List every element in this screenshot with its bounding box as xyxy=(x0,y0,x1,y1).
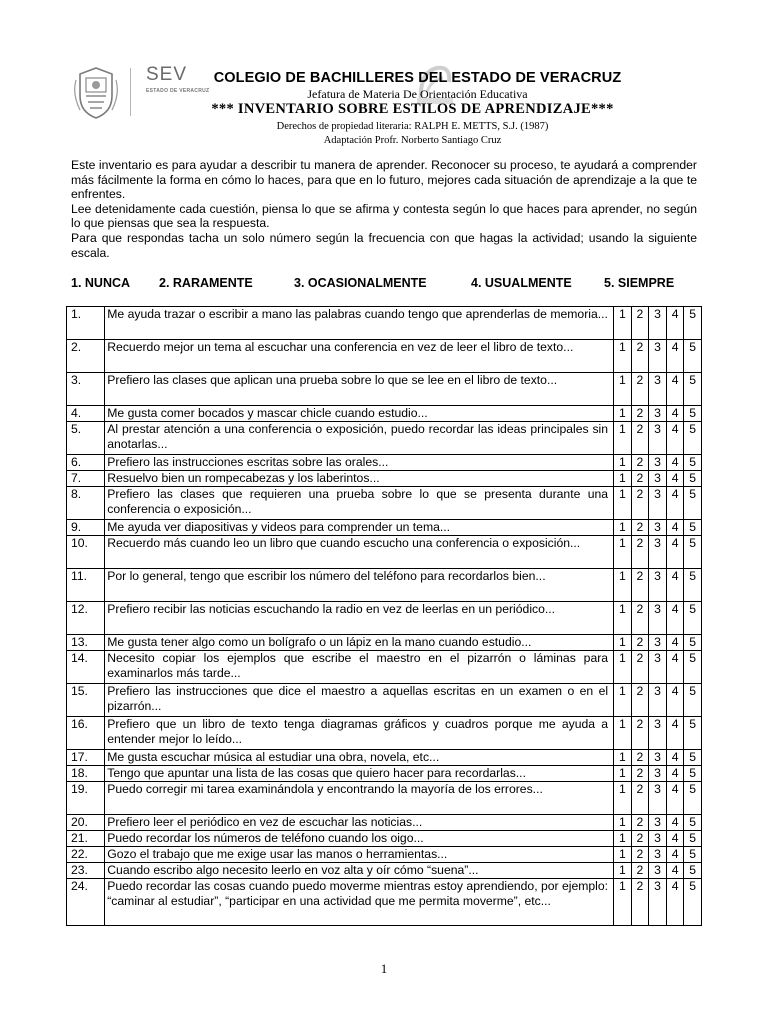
answer-option-4[interactable]: 4 xyxy=(666,684,684,717)
answer-option-1[interactable]: 1 xyxy=(614,717,632,750)
answer-option-1[interactable]: 1 xyxy=(614,815,632,831)
answer-option-4[interactable]: 4 xyxy=(666,602,684,635)
page-number: 1 xyxy=(380,961,388,976)
answer-option-1[interactable]: 1 xyxy=(614,520,632,536)
answer-option-1[interactable]: 1 xyxy=(614,750,632,766)
question-row xyxy=(67,782,702,815)
answer-option-5[interactable]: 5 xyxy=(684,635,702,651)
answer-option-5[interactable]: 5 xyxy=(684,831,702,847)
scale-item-usualmente: 4. USUALMENTE xyxy=(471,276,572,290)
answer-option-3[interactable]: 3 xyxy=(649,815,667,831)
answer-option-3[interactable]: 3 xyxy=(649,879,667,926)
answer-option-4[interactable]: 4 xyxy=(666,766,684,782)
question-row xyxy=(67,815,702,831)
answer-option-3[interactable]: 3 xyxy=(649,487,667,520)
answer-option-2[interactable]: 2 xyxy=(631,863,649,879)
question-text: Me gusta tener algo como un bolígrafo o un lápiz en la mano cuando estudio... xyxy=(105,635,614,651)
answer-option-1[interactable]: 1 xyxy=(614,406,632,422)
answer-option-2[interactable]: 2 xyxy=(631,782,649,815)
answer-option-3[interactable]: 3 xyxy=(649,766,667,782)
scale-item-raramente: 2. RARAMENTE xyxy=(159,276,253,290)
answer-option-2[interactable]: 2 xyxy=(631,307,649,340)
answer-option-4[interactable]: 4 xyxy=(666,651,684,684)
answer-option-1[interactable]: 1 xyxy=(614,536,632,569)
question-row xyxy=(67,847,702,863)
sev-logo-subtext: ESTADO DE VERACRUZ xyxy=(146,88,210,94)
question-number: 5. xyxy=(67,422,105,455)
answer-option-2[interactable]: 2 xyxy=(631,569,649,602)
answer-option-1[interactable]: 1 xyxy=(614,879,632,926)
answer-option-3[interactable]: 3 xyxy=(649,536,667,569)
question-row xyxy=(67,307,702,340)
questionnaire-table xyxy=(66,306,702,926)
answer-option-3[interactable]: 3 xyxy=(649,471,667,487)
answer-option-1[interactable]: 1 xyxy=(614,422,632,455)
question-text: Puedo recordar las cosas cuando puedo moverme mientras estoy aprendiendo, por ejemplo: “caminar al estudiar”, “participar en una actividad que me permita moverme”, etc... xyxy=(105,879,614,926)
answer-option-3[interactable]: 3 xyxy=(649,847,667,863)
question-number: 14. xyxy=(67,651,105,684)
question-text: Me ayuda ver diapositivas y videos para comprender un tema... xyxy=(105,520,614,536)
answer-option-5[interactable]: 5 xyxy=(684,471,702,487)
question-number: 1. xyxy=(67,307,105,340)
answer-option-3[interactable]: 3 xyxy=(649,340,667,373)
answer-option-3[interactable]: 3 xyxy=(649,651,667,684)
question-row xyxy=(67,455,702,471)
question-number: 8. xyxy=(67,487,105,520)
intro-paragraph-1: Este inventario es para ayudar a describir tu manera de aprender. Reconocer su proceso, te ayudará a comprender más fácilmente la forma en cómo lo haces, para que en lo futuro, mejores cada situación de aprendizaje a la que te enfrentes. xyxy=(71,158,697,202)
answer-option-5[interactable]: 5 xyxy=(684,847,702,863)
answer-option-1[interactable]: 1 xyxy=(614,602,632,635)
question-number: 6. xyxy=(67,455,105,471)
answer-option-3[interactable]: 3 xyxy=(649,307,667,340)
question-number: 2. xyxy=(67,340,105,373)
question-number: 19. xyxy=(67,782,105,815)
question-text: Prefiero las instrucciones escritas sobre las orales... xyxy=(105,455,614,471)
answer-option-1[interactable]: 1 xyxy=(614,782,632,815)
question-text: Tengo que apuntar una lista de las cosas que quiero hacer para recordarlas... xyxy=(105,766,614,782)
answer-option-2[interactable]: 2 xyxy=(631,455,649,471)
question-number: 9. xyxy=(67,520,105,536)
question-text: Al prestar atención a una conferencia o exposición, puedo recordar las ideas principales sin anotarlas... xyxy=(105,422,614,455)
answer-option-5[interactable]: 5 xyxy=(684,487,702,520)
question-text: Prefiero que un libro de texto tenga diagramas gráficos y cuadros porque me ayuda a entender mejor lo leído... xyxy=(105,717,614,750)
answer-option-3[interactable]: 3 xyxy=(649,684,667,717)
answer-option-2[interactable]: 2 xyxy=(631,487,649,520)
answer-option-5[interactable]: 5 xyxy=(684,684,702,717)
question-number: 12. xyxy=(67,602,105,635)
answer-option-5[interactable]: 5 xyxy=(684,815,702,831)
answer-option-5[interactable]: 5 xyxy=(684,651,702,684)
scale-item-siempre: 5. SIEMPRE xyxy=(604,276,675,290)
question-row xyxy=(67,684,702,717)
question-row xyxy=(67,471,702,487)
answer-option-1[interactable]: 1 xyxy=(614,863,632,879)
answer-option-1[interactable]: 1 xyxy=(614,684,632,717)
answer-option-3[interactable]: 3 xyxy=(649,717,667,750)
answer-option-2[interactable]: 2 xyxy=(631,717,649,750)
question-number: 21. xyxy=(67,831,105,847)
answer-option-2[interactable]: 2 xyxy=(631,750,649,766)
question-number: 15. xyxy=(67,684,105,717)
answer-option-5[interactable]: 5 xyxy=(684,455,702,471)
question-row xyxy=(67,602,702,635)
answer-option-4[interactable]: 4 xyxy=(666,879,684,926)
answer-option-3[interactable]: 3 xyxy=(649,831,667,847)
question-number: 17. xyxy=(67,750,105,766)
answer-option-3[interactable]: 3 xyxy=(649,373,667,406)
answer-option-2[interactable]: 2 xyxy=(631,536,649,569)
answer-option-2[interactable]: 2 xyxy=(631,684,649,717)
answer-option-2[interactable]: 2 xyxy=(631,635,649,651)
answer-option-2[interactable]: 2 xyxy=(631,406,649,422)
answer-option-3[interactable]: 3 xyxy=(649,750,667,766)
answer-option-2[interactable]: 2 xyxy=(631,340,649,373)
answer-option-3[interactable]: 3 xyxy=(649,602,667,635)
answer-option-1[interactable]: 1 xyxy=(614,651,632,684)
answer-option-5[interactable]: 5 xyxy=(684,340,702,373)
question-text: Prefiero recibir las noticias escuchando la radio en vez de leerlas en un periódico... xyxy=(105,602,614,635)
answer-option-4[interactable]: 4 xyxy=(666,536,684,569)
answer-option-5[interactable]: 5 xyxy=(684,373,702,406)
answer-option-4[interactable]: 4 xyxy=(666,487,684,520)
answer-option-3[interactable]: 3 xyxy=(649,635,667,651)
answer-option-1[interactable]: 1 xyxy=(614,307,632,340)
question-row xyxy=(67,340,702,373)
answer-option-2[interactable]: 2 xyxy=(631,815,649,831)
question-number: 11. xyxy=(67,569,105,602)
answer-option-5[interactable]: 5 xyxy=(684,536,702,569)
instructions-block xyxy=(71,158,697,260)
answer-option-1[interactable]: 1 xyxy=(614,831,632,847)
answer-option-2[interactable]: 2 xyxy=(631,602,649,635)
question-text: Me ayuda trazar o escribir a mano las palabras cuando tengo que aprenderlas de memoria... xyxy=(105,307,614,340)
answer-option-5[interactable]: 5 xyxy=(684,879,702,926)
question-row xyxy=(67,520,702,536)
scale-item-nunca: 1. NUNCA xyxy=(71,276,131,290)
answer-option-2[interactable]: 2 xyxy=(631,422,649,455)
answer-option-3[interactable]: 3 xyxy=(649,863,667,879)
question-text: Cuando escribo algo necesito leerlo en voz alta y oír cómo “suena”... xyxy=(105,863,614,879)
question-row xyxy=(67,651,702,684)
answer-option-1[interactable]: 1 xyxy=(614,455,632,471)
question-text: Resuelvo bien un rompecabezas y los laberintos... xyxy=(105,471,614,487)
question-row xyxy=(67,717,702,750)
answer-option-5[interactable]: 5 xyxy=(684,602,702,635)
question-text: Necesito copiar los ejemplos que escribe el maestro en el pizarrón o láminas para examinarlos más tarde... xyxy=(105,651,614,684)
question-number: 23. xyxy=(67,863,105,879)
scale-item-ocasionalmente: 3. OCASIONALMENTE xyxy=(294,276,427,290)
question-number: 22. xyxy=(67,847,105,863)
copyright-line: Derechos de propiedad literaria: RALPH E. METTS, S.J. (1987) xyxy=(276,121,549,132)
question-row xyxy=(67,569,702,602)
answer-option-3[interactable]: 3 xyxy=(649,406,667,422)
question-row xyxy=(67,536,702,569)
inventory-title: *** INVENTARIO SOBRE ESTILOS DE APRENDIZAJE*** xyxy=(211,101,614,117)
question-row xyxy=(67,406,702,422)
answer-option-4[interactable]: 4 xyxy=(666,340,684,373)
answer-option-5[interactable]: 5 xyxy=(684,750,702,766)
question-text: Prefiero las clases que requieren una prueba sobre lo que se presenta durante una conferencia o exposición... xyxy=(105,487,614,520)
question-row xyxy=(67,750,702,766)
question-number: 18. xyxy=(67,766,105,782)
answer-option-2[interactable]: 2 xyxy=(631,766,649,782)
question-row xyxy=(67,373,702,406)
question-row xyxy=(67,487,702,520)
answer-option-5[interactable]: 5 xyxy=(684,569,702,602)
answer-option-3[interactable]: 3 xyxy=(649,422,667,455)
question-text: Recuerdo más cuando leo un libro que cuando escucho una conferencia o exposición... xyxy=(105,536,614,569)
answer-option-1[interactable]: 1 xyxy=(614,471,632,487)
adaptation-line: Adaptación Profr. Norberto Santiago Cruz xyxy=(323,135,502,146)
question-text: Prefiero las instrucciones que dice el maestro a aquellas escritas en un examen o en el pizarrón... xyxy=(105,684,614,717)
question-number: 3. xyxy=(67,373,105,406)
question-number: 24. xyxy=(67,879,105,926)
answer-option-4[interactable]: 4 xyxy=(666,520,684,536)
answer-option-5[interactable]: 5 xyxy=(684,782,702,815)
answer-option-2[interactable]: 2 xyxy=(631,831,649,847)
question-row xyxy=(67,879,702,926)
answer-option-1[interactable]: 1 xyxy=(614,847,632,863)
answer-option-5[interactable]: 5 xyxy=(684,307,702,340)
answer-option-2[interactable]: 2 xyxy=(631,651,649,684)
answer-option-1[interactable]: 1 xyxy=(614,766,632,782)
answer-option-1[interactable]: 1 xyxy=(614,487,632,520)
answer-option-4[interactable]: 4 xyxy=(666,455,684,471)
answer-option-4[interactable]: 4 xyxy=(666,373,684,406)
answer-option-4[interactable]: 4 xyxy=(666,422,684,455)
question-number: 7. xyxy=(67,471,105,487)
answer-option-1[interactable]: 1 xyxy=(614,569,632,602)
answer-option-4[interactable]: 4 xyxy=(666,635,684,651)
question-number: 10. xyxy=(67,536,105,569)
intro-paragraph-3: Para que respondas tacha un solo número según la frecuencia con que hagas la actividad; usando la siguiente escala. xyxy=(71,230,697,260)
answer-option-5[interactable]: 5 xyxy=(684,520,702,536)
sev-logo-text: SEV xyxy=(146,64,188,85)
answer-option-4[interactable]: 4 xyxy=(666,307,684,340)
answer-option-1[interactable]: 1 xyxy=(614,340,632,373)
answer-option-4[interactable]: 4 xyxy=(666,782,684,815)
answer-option-4[interactable]: 4 xyxy=(666,847,684,863)
question-text: Puedo corregir mi tarea examinándola y encontrando la mayoría de los errores... xyxy=(105,782,614,815)
answer-option-5[interactable]: 5 xyxy=(684,717,702,750)
answer-option-4[interactable]: 4 xyxy=(666,750,684,766)
answer-option-4[interactable]: 4 xyxy=(666,815,684,831)
answer-option-4[interactable]: 4 xyxy=(666,471,684,487)
answer-option-1[interactable]: 1 xyxy=(614,635,632,651)
answer-option-5[interactable]: 5 xyxy=(684,863,702,879)
answer-option-2[interactable]: 2 xyxy=(631,471,649,487)
answer-option-5[interactable]: 5 xyxy=(684,406,702,422)
question-number: 16. xyxy=(67,717,105,750)
answer-option-5[interactable]: 5 xyxy=(684,422,702,455)
answer-option-2[interactable]: 2 xyxy=(631,373,649,406)
answer-option-3[interactable]: 3 xyxy=(649,782,667,815)
answer-option-2[interactable]: 2 xyxy=(631,520,649,536)
question-row xyxy=(67,422,702,455)
answer-option-2[interactable]: 2 xyxy=(631,879,649,926)
answer-option-3[interactable]: 3 xyxy=(649,520,667,536)
question-number: 20. xyxy=(67,815,105,831)
question-text: Me gusta comer bocados y mascar chicle cuando estudio... xyxy=(105,406,614,422)
question-row xyxy=(67,766,702,782)
question-row xyxy=(67,831,702,847)
answer-option-2[interactable]: 2 xyxy=(631,847,649,863)
answer-option-1[interactable]: 1 xyxy=(614,373,632,406)
intro-paragraph-2: Lee detenidamente cada cuestión, piensa lo que se afirma y contesta según lo que haces para aprender, no según lo que piensas que sea la respuesta. xyxy=(71,201,697,231)
answer-option-4[interactable]: 4 xyxy=(666,863,684,879)
question-row xyxy=(67,635,702,651)
question-number: 4. xyxy=(67,406,105,422)
school-title: COLEGIO DE BACHILLERES DEL ESTADO DE VERACRUZ xyxy=(213,70,622,86)
answer-option-4[interactable]: 4 xyxy=(666,831,684,847)
answer-option-4[interactable]: 4 xyxy=(666,406,684,422)
answer-option-5[interactable]: 5 xyxy=(684,766,702,782)
question-text: Gozo el trabajo que me exige usar las manos o herramientas... xyxy=(105,847,614,863)
question-text: Por lo general, tengo que escribir los número del teléfono para recordarlos bien... xyxy=(105,569,614,602)
department-subtitle: Jefatura de Materia De Orientación Educativa xyxy=(307,87,528,101)
question-number: 13. xyxy=(67,635,105,651)
answer-option-4[interactable]: 4 xyxy=(666,717,684,750)
answer-option-3[interactable]: 3 xyxy=(649,455,667,471)
answer-option-3[interactable]: 3 xyxy=(649,569,667,602)
question-row xyxy=(67,863,702,879)
question-text: Recuerdo mejor un tema al escuchar una conferencia en vez de leer el libro de texto... xyxy=(105,340,614,373)
question-text: Prefiero leer el periódico en vez de escuchar las noticias... xyxy=(105,815,614,831)
answer-option-4[interactable]: 4 xyxy=(666,569,684,602)
document-header xyxy=(60,62,710,152)
question-text: Prefiero las clases que aplican una prueba sobre lo que se lee en el libro de texto... xyxy=(105,373,614,406)
question-text: Me gusta escuchar música al estudiar una obra, novela, etc... xyxy=(105,750,614,766)
question-text: Puedo recordar los números de teléfono cuando los oigo... xyxy=(105,831,614,847)
